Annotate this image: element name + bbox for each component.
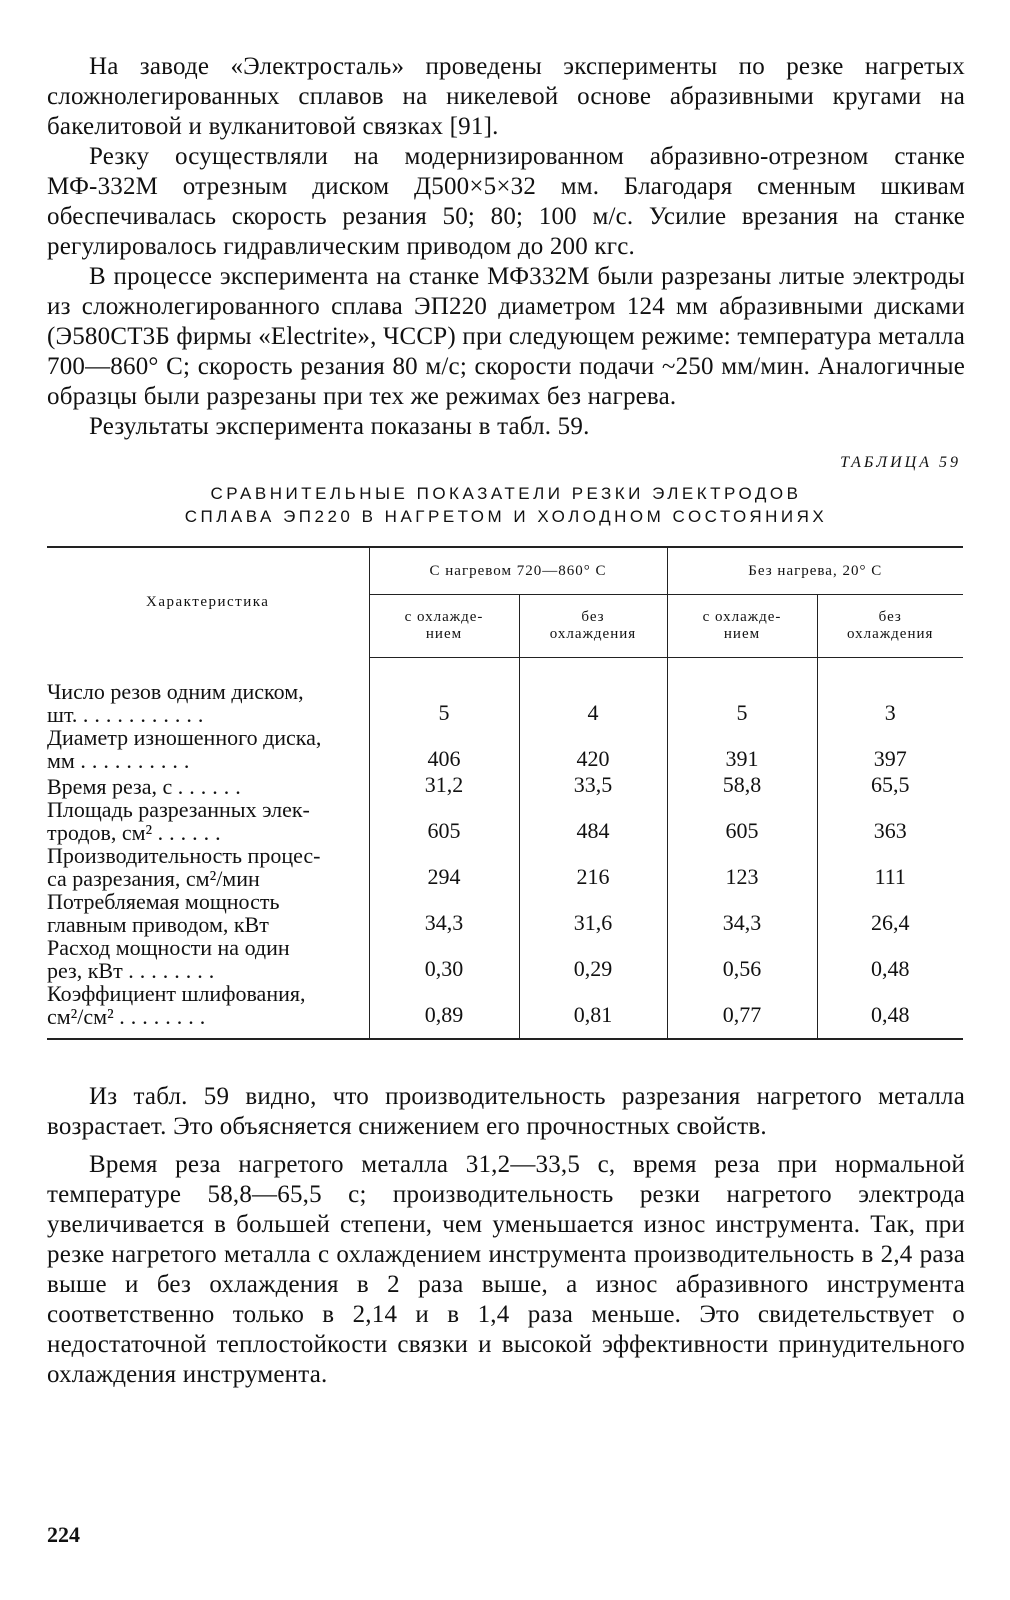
paragraph: Время реза нагретого металла 31,2—33,5 с, время реза при нормальной температуре 58,8—65,5 с; производительность резки нагретого электрода увеличивается в большей степени, чем уменьшается износ инструмента. Так, при резке нагретого металла с охлаждением инструмента производительность в 2,4 раза выше и без охлаждения в 2 раза выше, а износ абразивного инструмента соответственно только в 2,14 и в 1,4 раза меньше. Это свидетельствует о недостаточной теплостойкости связки и высокой эффективности принудительного охлаждения инструмента.	[47, 1151, 965, 1388]
cell-value: 0,48	[817, 982, 963, 1039]
cell-value: 0,29	[519, 936, 667, 982]
column-header-characteristic: Характеристика	[146, 594, 270, 611]
column-header-without-cooling: без охлаждения	[817, 595, 963, 658]
cell-value: 33,5	[519, 772, 667, 798]
cell-value: 0,89	[369, 982, 519, 1039]
cell-value: 605	[369, 798, 519, 844]
column-group-heated: С нагревом 720—860° С	[369, 547, 667, 595]
table-title-line: СПЛАВА ЭП220 В НАГРЕТОМ И ХОЛОДНОМ СОСТОЯНИЯХ	[184, 507, 828, 526]
paragraph: Резку осуществляли на модернизированном абразивно-отрезном станке МФ-332М отрезным диском Д500×5×32 мм. Благодаря сменным шкивам обеспечивалась скорость резания 50; 80; 100 м/с. Усилие врезания на станке регулировалось гидравлическим приводом до 200 кгс.	[47, 143, 965, 260]
cell-value: 31,6	[519, 890, 667, 936]
cell-value: 397	[817, 726, 963, 772]
table-title	[47, 482, 965, 528]
row-label: Число резов одним диском, шт. ...........	[47, 679, 304, 727]
cell-value: 3	[817, 680, 963, 726]
table-caption: ТАБЛИЦА 59	[840, 454, 961, 471]
row-label: Производительность процес- са разрезания, см²/мин	[47, 843, 321, 891]
cell-value: 0,77	[667, 982, 817, 1039]
cell-value: 605	[667, 798, 817, 844]
table-row	[47, 936, 963, 982]
comparison-table	[47, 546, 963, 1040]
cell-value: 363	[817, 798, 963, 844]
cell-value: 26,4	[817, 890, 963, 936]
column-header-with-cooling: с охлажде- нием	[667, 595, 817, 658]
row-label: Площадь разрезанных элек- тродов, см² ......	[47, 797, 310, 845]
cell-value: 0,81	[519, 982, 667, 1039]
table-row	[47, 982, 963, 1039]
cell-value: 123	[667, 844, 817, 890]
column-group-unheated: Без нагрева, 20° С	[667, 547, 963, 595]
cell-value: 484	[519, 798, 667, 844]
paragraph: Результаты эксперимента показаны в табл. 59.	[89, 413, 590, 440]
table-row	[47, 772, 963, 798]
cell-value: 31,2	[369, 772, 519, 798]
row-label: Коэффициент шлифования, см²/см² ........	[47, 981, 306, 1029]
cell-value: 5	[369, 680, 519, 726]
table-row	[47, 726, 963, 772]
cell-value: 5	[667, 680, 817, 726]
cell-value: 294	[369, 844, 519, 890]
paragraph: Из табл. 59 видно, что производительность разрезания нагретого металла возрастает. Это объясняется снижением его прочностных свойств.	[47, 1083, 965, 1140]
cell-value: 391	[667, 726, 817, 772]
cell-value: 4	[519, 680, 667, 726]
cell-value: 34,3	[667, 890, 817, 936]
row-label: Время реза, с ......	[47, 774, 247, 799]
table-title-line: СРАВНИТЕЛЬНЫЕ ПОКАЗАТЕЛИ РЕЗКИ ЭЛЕКТРОДОВ	[210, 484, 802, 503]
cell-value: 34,3	[369, 890, 519, 936]
cell-value: 58,8	[667, 772, 817, 798]
table-spacer	[47, 658, 963, 681]
column-header-without-cooling: без охлаждения	[519, 595, 667, 658]
cell-value: 0,30	[369, 936, 519, 982]
page-content	[47, 52, 965, 1390]
table-row	[47, 890, 963, 936]
cell-value: 111	[817, 844, 963, 890]
cell-value: 420	[519, 726, 667, 772]
cell-value: 406	[369, 726, 519, 772]
column-header-with-cooling: с охлажде- нием	[369, 595, 519, 658]
cell-value: 216	[519, 844, 667, 890]
row-label: Диаметр изношенного диска, мм ..........	[47, 725, 322, 773]
table-row	[47, 844, 963, 890]
paragraph: В процессе эксперимента на станке МФ332М были разрезаны литые электроды из сложнолегированного сплава ЭП220 диаметром 124 мм абразивными дисками (Э580СТ3Б фирмы «Electrite», ЧССР) при следующем режиме: температура металла 700—860° С; скорость резания 80 м/с; скорости подачи ~250 мм/мин. Аналогичные образцы были разрезаны при тех же режимах без нагрева.	[47, 263, 965, 410]
paragraph: На заводе «Электросталь» проведены эксперименты по резке нагретых сложнолегированных сплавов на никелевой основе абразивными кругами на бакелитовой и вулканитовой связках [91].	[47, 53, 965, 140]
row-label: Расход мощности на один рез, кВт ........	[47, 935, 290, 983]
table-row	[47, 680, 963, 726]
row-label: Потребляемая мощность главным приводом, кВт	[47, 889, 280, 937]
cell-value: 0,48	[817, 936, 963, 982]
cell-value: 65,5	[817, 772, 963, 798]
cell-value: 0,56	[667, 936, 817, 982]
table-row	[47, 798, 963, 844]
page-number: 224	[47, 1522, 80, 1547]
